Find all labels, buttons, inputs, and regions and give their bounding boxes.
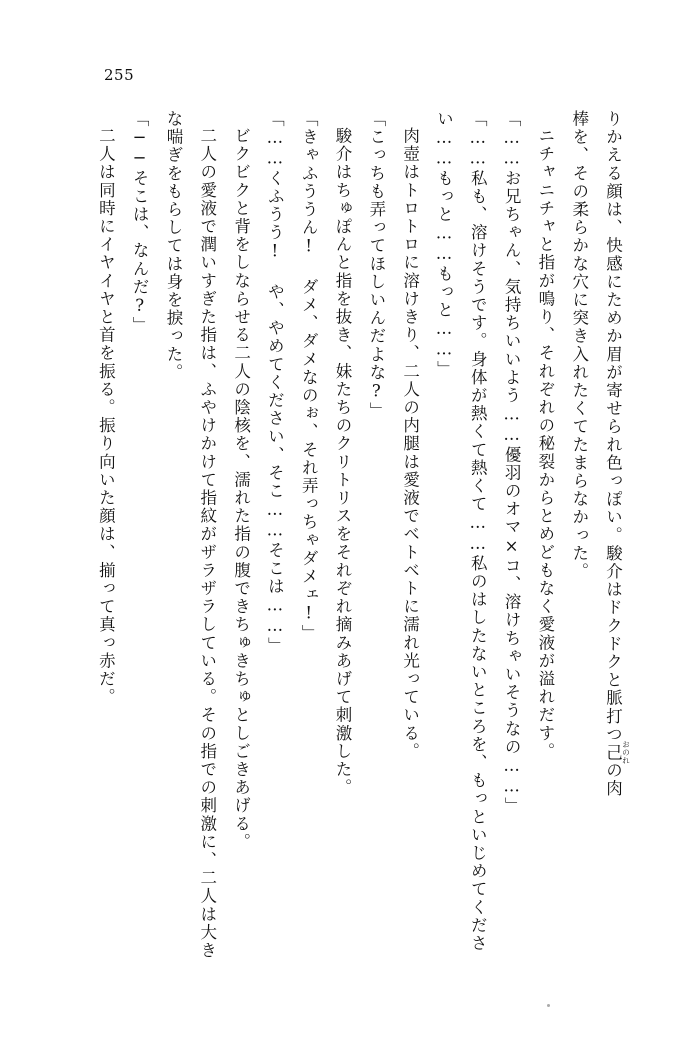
paragraph: 駿介はちゅぽんと指を抜き、妹たちのクリトリスをそれぞれ摘みあげて刺激した。 [333, 126, 352, 797]
body-text-vertical [70, 110, 630, 970]
ruby-onore [603, 740, 631, 765]
ruby-base: 己 [603, 740, 623, 765]
page-number: 255 [104, 66, 135, 84]
ruby-reading: おのれ [621, 740, 631, 765]
paragraph: ニチャニチャと指が鳴り、それぞれの秘裂からとめどもなく愛液が溢れだす。 [535, 126, 555, 760]
paragraph: 肉壺はトロトロに溶けきり、二人の内腿は愛液でベトベトに濡れ光っている。 [400, 126, 420, 760]
paragraph: 二人は同時にイヤイヤと首を振る。振り向いた顔は、揃って真っ赤だ。 [96, 126, 116, 706]
page-footer-mark [547, 1004, 550, 1007]
paragraph-opening-tail: の肉 [603, 761, 623, 798]
paragraph: ビクビクと背をしならせる二人の陰核を、濡れた指の腹できちゅきちゅとしごきあげる。 [231, 126, 251, 851]
paragraph: 「……お兄ちゃん、気持ちいいよう……優羽のオマ×コ、溶けちゃいそうなの……」 [502, 110, 522, 816]
paragraph: 「……くふうう! や、やめてください、そこ……そこは……」 [265, 110, 285, 655]
paragraph: 「……私も、溶けそうです。身体が熱くて熱くて……私のはしたないところを、もっといじめてください……もっと……もっと……」 [434, 110, 488, 953]
paragraph-opening [596, 110, 630, 970]
paragraph: 棒を、その柔らかな穴に突き入れたくてたまらなかった。 [569, 110, 589, 581]
paragraph: 「きゃふううん! ダメ、ダメなのぉ、それ弄っちゃダメェ!」 [299, 110, 319, 643]
paragraph: 「こっちも弄ってほしいんだよな?」 [366, 110, 386, 421]
paragraph: 二人の愛液で潤いすぎた指は、ふやけかけて指紋がザラザラしている。その指での刺激に、二人は大きな喘ぎをもらしては身を捩った。 [163, 110, 217, 960]
paragraph-opening-lead: りかえる顔は、快感にためか眉が寄せられ色っぽい。駿介はドクドクと脈打つ [603, 110, 623, 744]
paragraph: 「──そこは、なんだ?」 [130, 110, 150, 335]
